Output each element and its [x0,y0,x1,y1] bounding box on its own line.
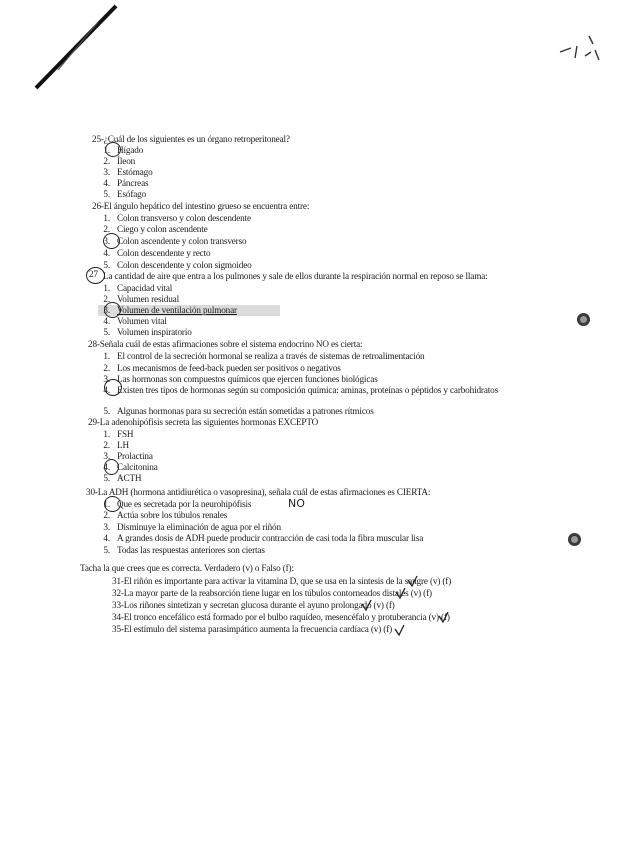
tf-item-31: 31-El riñón es importante para activar la vitamina D, que se usa en la síntesis de la sangre (v) (f) [112,576,452,586]
handwritten-note-q30: NO [288,497,305,510]
q27-option-2: 2. Volumen residual [103,294,179,304]
tf-item-32: 32-La mayor parte de la reabsorción tiene lugar en los túbulos contorneados distales (v) (f) [112,588,432,598]
question-26-title: 26-El ángulo hepático del intestino grueso se encuentra entre: [92,201,310,211]
q30-option-1: 1. Que es secretada por la neurohipófisis [103,499,252,509]
question-27-number: 27 [89,269,98,279]
true-false-heading: Tacha la que crees que es correcta. Verdadero (v) o Falso (f): [80,563,294,573]
q28-option-3: 3. Las hormonas son compuestos químicos que ejercen funciones biológicas [103,374,378,384]
question-27-title: La cantidad de aire que entra a los pulmones y sale de ellos durante la respiración normal en reposo se llama: [103,271,488,281]
tf-item-33: 33-Los riñones sintetizan y secretan glucosa durante el ayuno prolongado (v) (f) [112,600,395,610]
q27-option-4: 4. Volumen vital [103,316,167,326]
q27-option-1: 1. Capacidad vital [103,283,173,293]
q25-option-4: 4. Páncreas [103,178,149,188]
q28-option-5: 5. Algunas hormonas para su secreción están sometidas a patrones rítmicos [103,406,374,416]
q28-option-1: 1. El control de la secreción hormonal se realiza a través de sistemas de retroalimentación [103,351,425,361]
q26-option-1: 1. Colon transverso y colon descendente [103,213,251,223]
q29-option-5: 5. ACTH [103,473,142,483]
q25-option-1: 1. Hígado [103,145,144,155]
q28-option-4: 4. Existen tres tipos de hormonas según su composición química: aminas, proteínas o péptidos y carbohidratos [103,385,499,395]
q25-option-2: 2. Íleon [103,156,136,166]
q26-option-5: 5. Colon descendente y colon sigmoideo [103,260,252,270]
q30-option-2: 2. Actúa sobre los túbulos renales [103,510,228,520]
q29-option-1: 1. FSH [103,429,134,439]
q30-option-3: 3. Disminuye la eliminación de agua por el riñón [103,522,281,532]
q29-option-3: 3. Prolactina [103,451,153,461]
q30-option-4: 4. A grandes dosis de ADH puede producir contracción de casi toda la fibra muscular lisa [103,533,424,543]
q26-option-3: 3. Colon ascendente y colon transverso [103,236,247,246]
tf-item-35: 35-El estímulo del sistema parasimpático aumenta la frecuencia cardíaca (v) (f) [112,624,392,634]
q26-option-4: 4. Colon descendente y recto [103,248,211,258]
q30-option-5: 5. Todas las respuestas anteriores son ciertas [103,545,265,555]
question-28-title: 28-Señala cuál de estas afirmaciones sobre el sistema endocrino NO es cierta: [88,339,363,349]
q27-option-3: 3. Volumen de ventilación pulmonar [103,305,237,315]
q25-option-5: 5. Esófago [103,189,147,199]
tf-item-34: 34-El tronco encefálico está formado por el bulbo raquídeo, mesencéfalo y protuberancia (v) (f) [112,612,450,622]
question-30-title: 30-La ADH (hormona antidiurética o vasopresina), señala cuál de estas afirmaciones es CIERTA: [86,487,431,497]
q29-option-2: 2. LH [103,440,129,450]
q29-option-4: 4. Calcitonina [103,462,158,472]
question-25-title: 25-¿Cuál de los siguientes es un órgano retroperitoneal? [92,134,290,144]
question-29-title: 29-La adenohipófisis secreta las siguientes hormonas EXCEPTO [88,417,319,427]
q27-option-5: 5. Volumen inspiratorio [103,327,192,337]
q28-option-2: 2. Los mecanismos de feed-back pueden ser positivos o negativos [103,363,341,373]
q26-option-2: 2. Ciego y colon ascendente [103,224,208,234]
q25-option-3: 3. Estómago [103,167,153,177]
